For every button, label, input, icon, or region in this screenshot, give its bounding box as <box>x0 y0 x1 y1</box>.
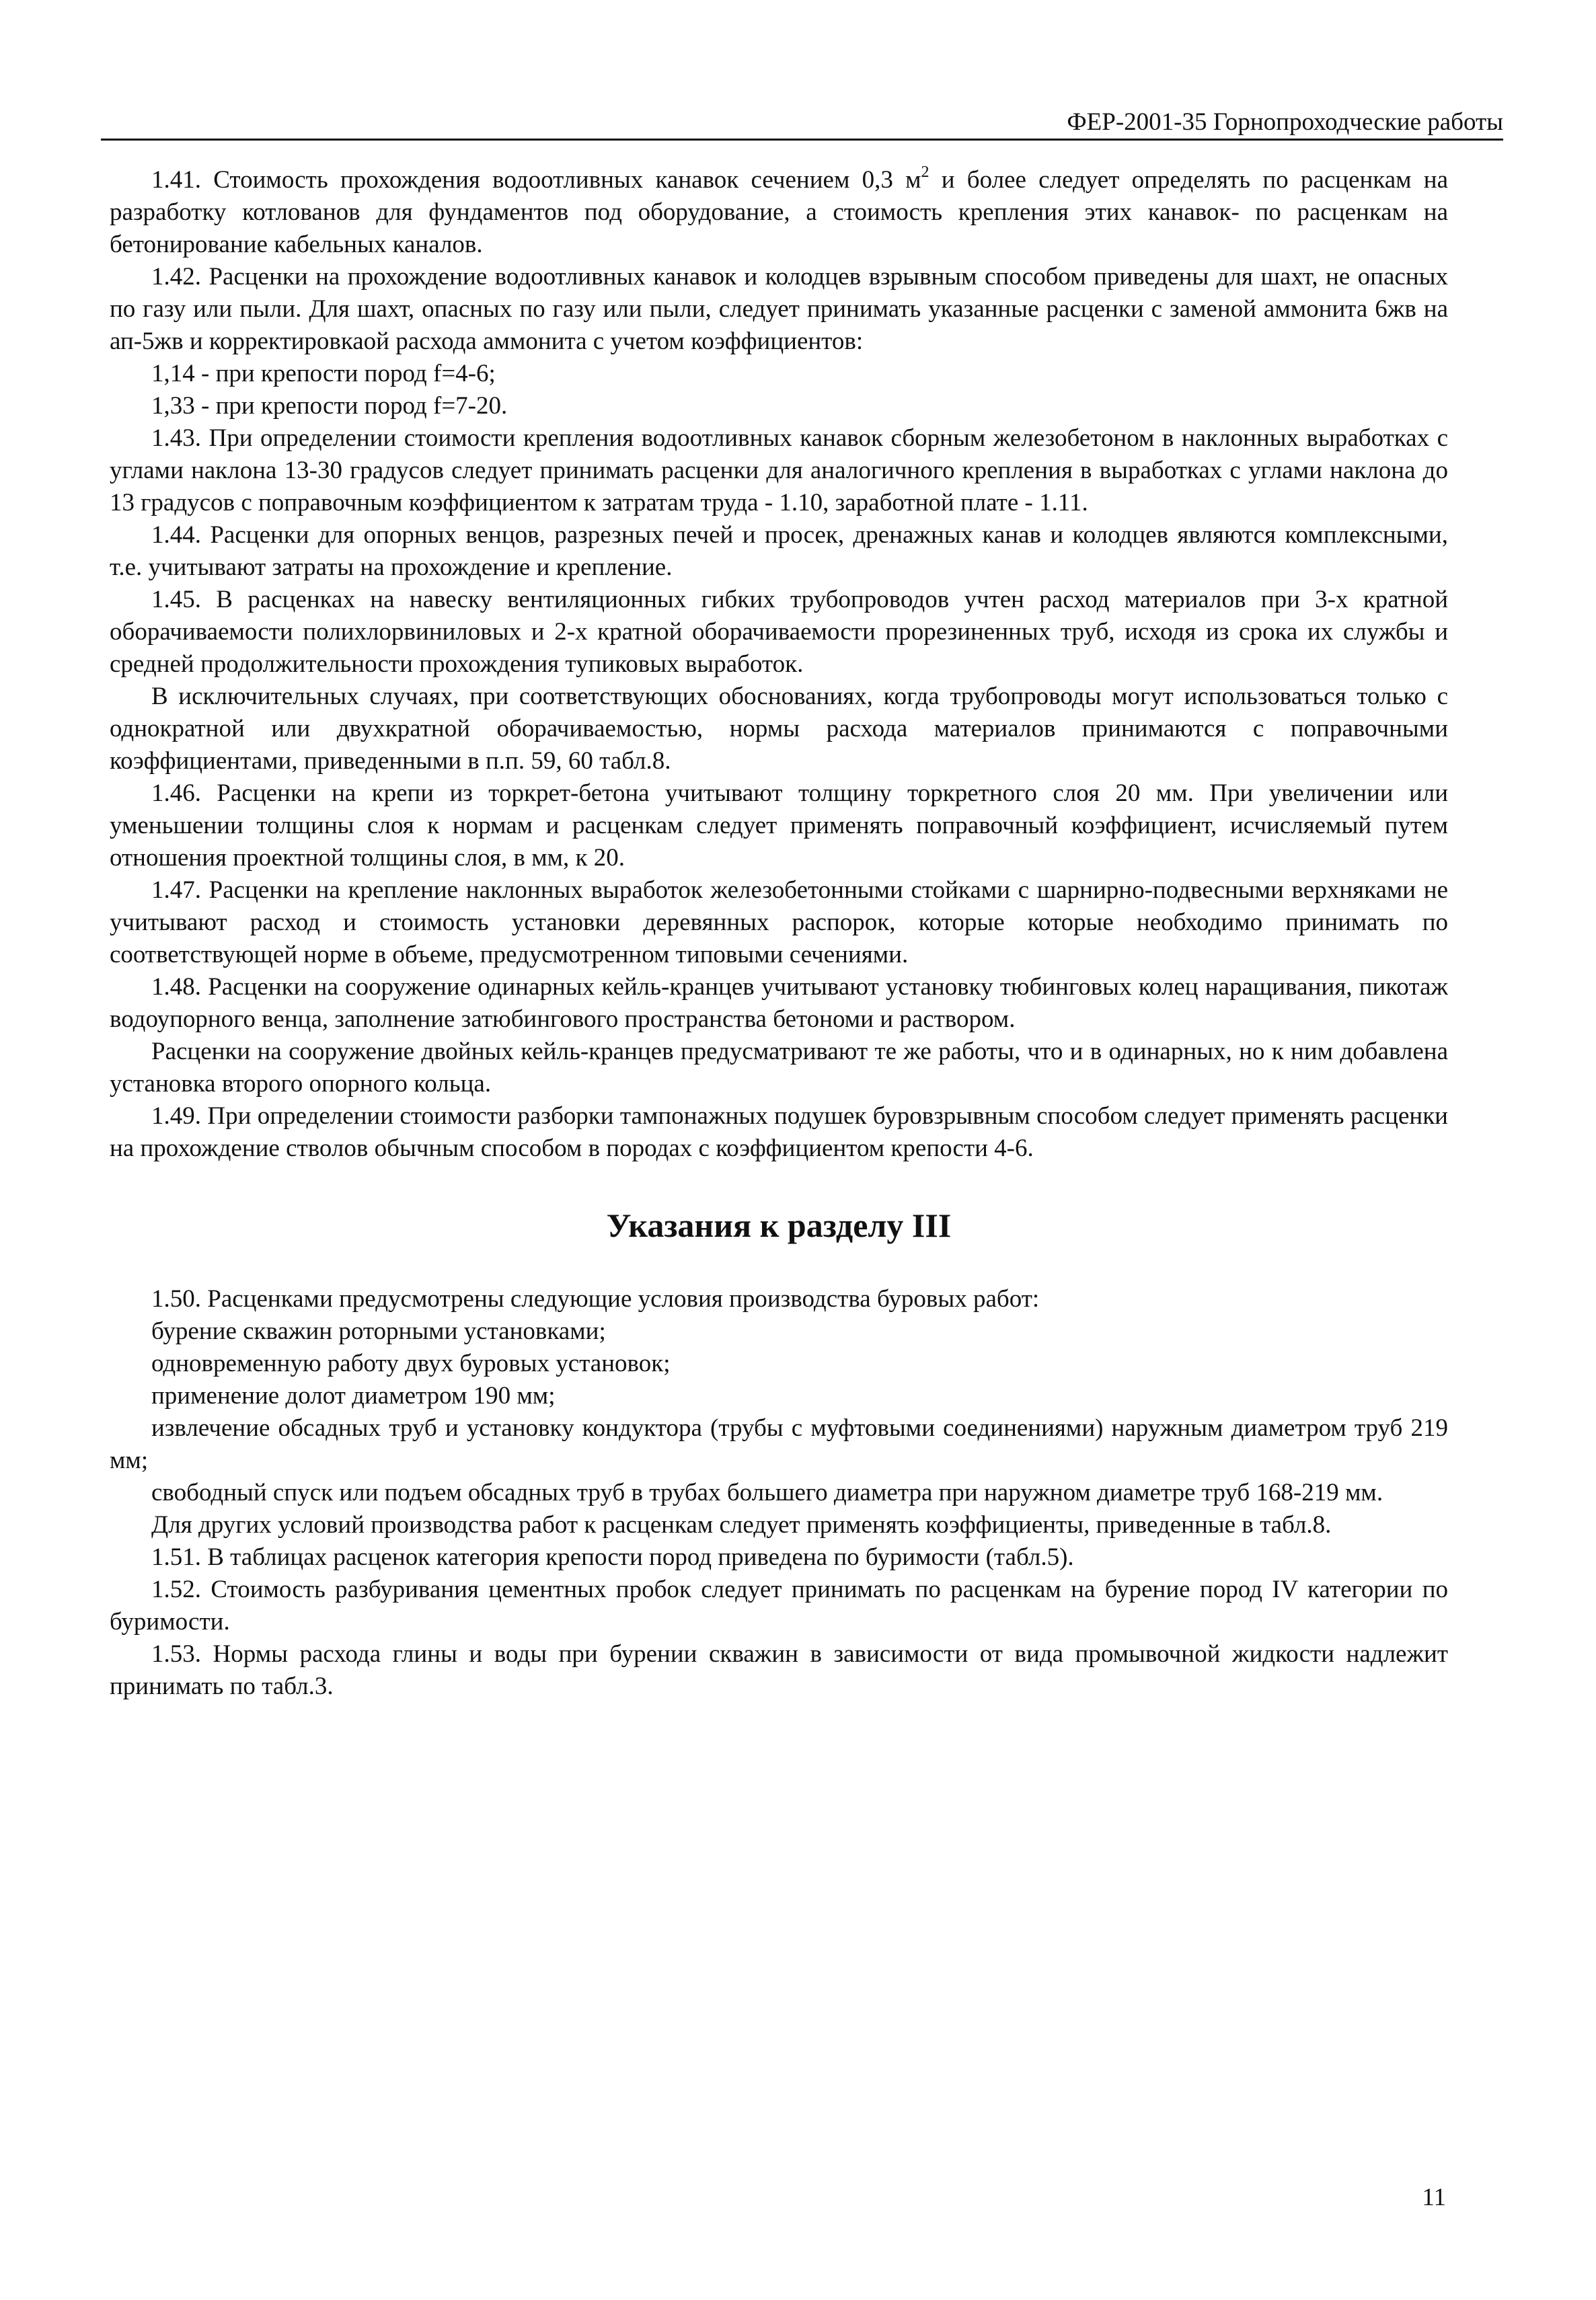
page-content <box>110 164 1448 1703</box>
paragraph-1-47: 1.47. Расценки на крепление наклонных выработок железобетонными стойками с шарнирно-подвесными верхняками не учитывают расход и стоимость установки деревянных распорок, которые которые необходимо принимать по соответствующей норме в объеме, предусмотренном типовыми сечениями. <box>110 876 1448 968</box>
running-header: ФЕР-2001-35 Горнопроходческие работы <box>1067 108 1503 136</box>
condition-item-1: бурение скважин роторными установками; <box>151 1317 606 1345</box>
paragraph-1-53: 1.53. Нормы расхода глины и воды при бурении скважин в зависимости от вида промывочной жидкости надлежит принимать по табл.3. <box>110 1640 1448 1700</box>
paragraph-1-50-continued: Для других условий производства работ к расценкам следует применять коэффициенты, приведенные в табл.8. <box>151 1511 1332 1539</box>
paragraph-1-42: 1.42. Расценки на прохождение водоотливных канавок и колодцев взрывным способом приведены для шахт, не опасных по газу или пыли. Для шахт, опасных по газу или пыли, следует принимать указанные расценки с заменой аммонита 6жв на ап-5жв и корректировкаой расхода аммонита с учетом коэффициентов: <box>110 263 1448 355</box>
superscript-2: 2 <box>921 163 929 181</box>
header-rule <box>101 139 1503 141</box>
paragraph-1-51: 1.51. В таблицах расценок категория крепости пород приведена по буримости (табл.5). <box>151 1543 1074 1571</box>
paragraph-1-52: 1.52. Стоимость разбуривания цементных пробок следует принимать по расценкам на бурение пород IV категории по буримости. <box>110 1576 1448 1636</box>
coefficient-item-2: 1,33 - при крепости пород f=7-20. <box>151 392 508 420</box>
paragraph-1-49: 1.49. При определении стоимости разборки тампонажных подушек буровзрывным способом следует применять расценки на прохождение стволов обычным способом в породах с коэффициентом крепости 4-6. <box>110 1102 1448 1162</box>
condition-item-2: одновременную работу двух буровых установок; <box>151 1350 671 1377</box>
paragraph-1-48: 1.48. Расценки на сооружение одинарных кейль-кранцев учитывают установку тюбинговых колец наращивания, пикотаж водоупорного венца, заполнение затюбингового пространства бетономи и раствором. <box>110 973 1448 1033</box>
paragraph-1-50: 1.50. Расценками предусмотрены следующие условия производства буровых работ: <box>151 1285 1040 1313</box>
paragraph-1-45-continued: В исключительных случаях, при соответствующих обоснованиях, когда трубопроводы могут использоваться только с однократной или двухкратной оборачиваемостью, нормы расхода материалов принимаются с поправочными коэффициентами, приведенными в п.п. 59, 60 табл.8. <box>110 683 1448 775</box>
coefficient-item-1: 1,14 - при крепости пород f=4-6; <box>151 360 496 387</box>
paragraph-1-43: 1.43. При определении стоимости крепления водоотливных канавок сборным железобетоном в наклонных выработках с углами наклона 13-30 градусов следует принимать расценки для аналогичного крепления в выработках с углами наклона до 13 градусов с поправочным коэффициентом к затратам труда - 1.10, заработной плате - 1.11. <box>110 424 1448 516</box>
paragraph-1-41-part-b: и более следует определять по расценкам на разработку котлованов для фундаментов под оборудование, а стоимость крепления этих канавок- по расценкам на бетонирование кабельных каналов. <box>110 166 1448 258</box>
paragraph-1-46: 1.46. Расценки на крепи из торкрет-бетона учитывают толщину торкретного слоя 20 мм. При увеличении или уменьшении толщины слоя к нормам и расценкам следует применять поправочный коэффициент, исчисляемый путем отношения проектной толщины слоя, в мм, к 20. <box>110 779 1448 872</box>
section-title: Указания к разделу III <box>606 1206 952 1244</box>
condition-item-3: применение долот диаметром 190 мм; <box>151 1382 556 1410</box>
condition-item-5: свободный спуск или подъем обсадных труб в трубах большего диаметра при наружном диаметре труб 168-219 мм. <box>151 1479 1383 1506</box>
paragraph-1-45: 1.45. В расценках на навеску вентиляционных гибких трубопроводов учтен расход материалов при 3-х кратной оборачиваемости полихлорвиниловых и 2-х кратной оборачиваемости прорезиненных труб, исходя из срока их службы и средней продолжительности прохождения тупиковых выработок. <box>110 586 1448 678</box>
paragraph-1-41-part-a: 1.41. Стоимость прохождения водоотливных канавок сечением 0,3 м <box>151 166 921 194</box>
paragraph-1-44: 1.44. Расценки для опорных венцов, разрезных печей и просек, дренажных канав и колодцев являются комплексными, т.е. учитывают затраты на прохождение и крепление. <box>110 521 1448 581</box>
condition-item-4: извлечение обсадных труб и установку кондуктора (трубы с муфтовыми соединениями) наружным диаметром труб 219 мм; <box>110 1414 1448 1474</box>
paragraph-1-41 <box>110 164 1448 261</box>
page-number: 11 <box>1422 2184 1446 2211</box>
paragraph-1-48-continued: Расценки на сооружение двойных кейль-кранцев предусматривают те же работы, что и в одинарных, но к ним добавлена установка второго опорного кольца. <box>110 1038 1448 1098</box>
